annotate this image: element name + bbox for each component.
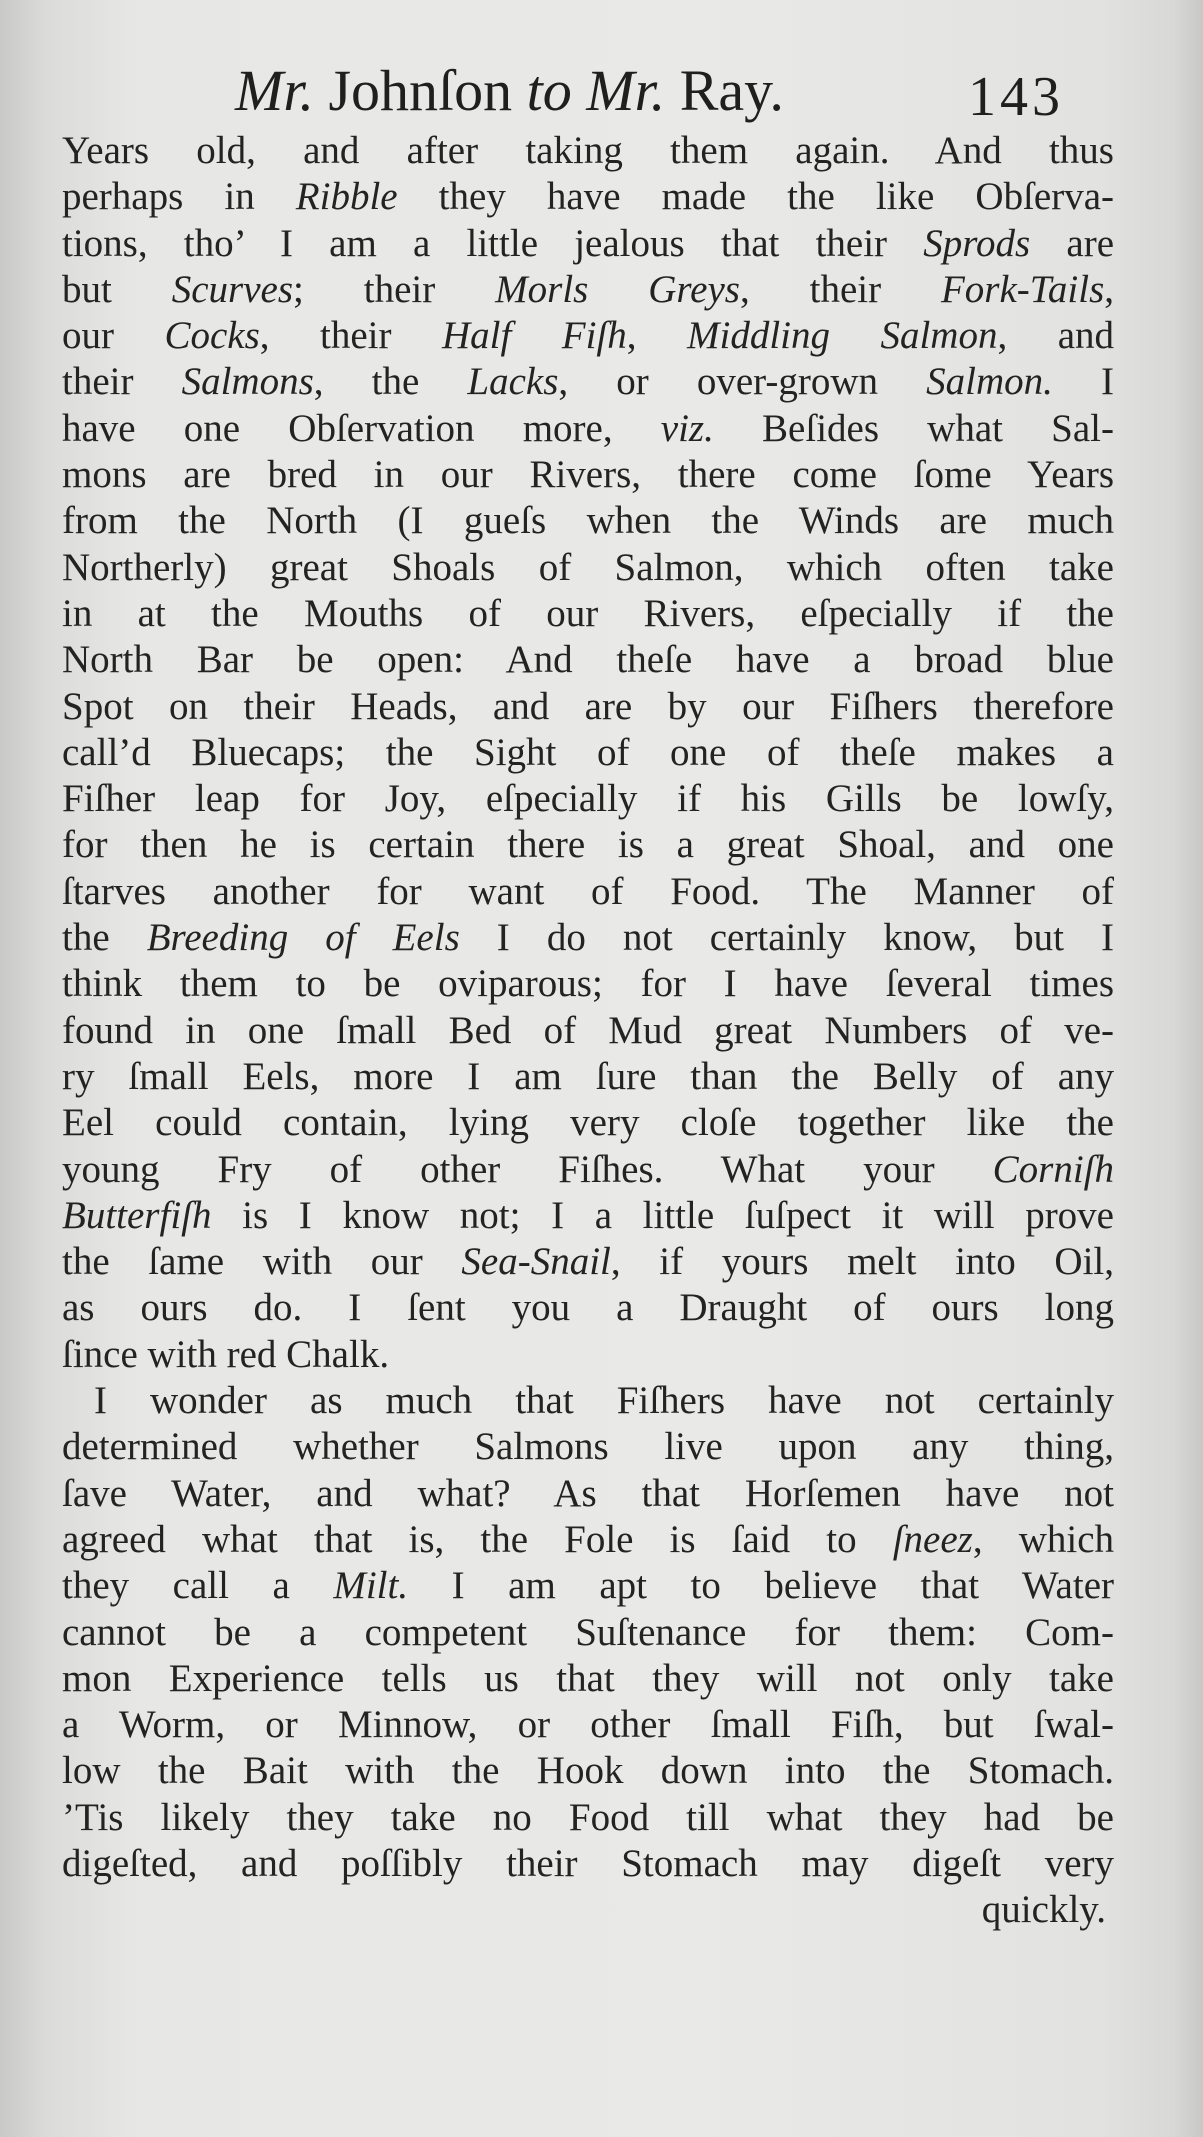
text-segment: mons are bred in our Rivers, there come ſome Years <box>62 453 1114 497</box>
italic-segment: Salmons <box>181 360 314 404</box>
running-head-johnson: Johnſon <box>313 58 527 123</box>
text-segment: in at the Mouths of our Rivers, eſpecially if the <box>62 591 1114 635</box>
italic-segment: Scurves <box>171 267 294 311</box>
text-segment: is I know not; I a little ſuſpect it will prove <box>211 1193 1114 1237</box>
page-number: 143 <box>968 66 1064 128</box>
italic-segment: Corniſh <box>992 1147 1114 1191</box>
text-segment: our <box>62 314 165 358</box>
italic-segment: Milt. <box>333 1564 409 1608</box>
running-head-to: to <box>526 58 572 123</box>
text-segment: ſave Water, and what? As that Horſemen have not <box>62 1471 1114 1515</box>
italic-segment: Salmon. <box>926 360 1053 404</box>
text-segment: found in one ſmall Bed of Mud great Numbers of ve- <box>62 1008 1114 1052</box>
text-segment: determined whether Salmons live upon any thing, <box>62 1425 1114 1469</box>
text-line <box>62 869 1114 915</box>
text-line <box>62 1378 1114 1424</box>
text-segment: , and <box>997 314 1115 358</box>
text-segment: North Bar be open: And theſe have a broad blue <box>62 638 1114 682</box>
text-line <box>62 1656 1114 1702</box>
text-segment: , their <box>739 267 941 311</box>
text-line <box>62 406 1114 452</box>
text-segment: digeſted, and poſſibly their Stomach may digeſt very <box>62 1841 1114 1885</box>
text-segment: Spot on their Heads, and are by our Fiſhers therefore <box>62 684 1114 728</box>
text-segment: , their <box>259 314 442 358</box>
italic-segment: Sprods <box>923 221 1031 265</box>
text-segment: ry ſmall Eels, more I am ſure than the Belly of any <box>62 1054 1114 1098</box>
text-segment: tions, tho’ I am a little jealous that their <box>62 221 924 265</box>
text-line <box>62 1332 1114 1378</box>
text-segment: , <box>626 314 687 358</box>
text-segment: ſtarves another for want of Food. The Manner of <box>62 869 1114 913</box>
text-segment: Years old, and after taking them again. And thus <box>62 129 1114 172</box>
text-line <box>62 1239 1114 1285</box>
text-segment: but <box>62 267 172 311</box>
text-segment: perhaps in <box>62 175 296 219</box>
text-line <box>62 1285 1114 1331</box>
text-line <box>62 1054 1114 1100</box>
text-line <box>62 1424 1114 1470</box>
text-segment: they have made the like Obſerva- <box>397 175 1114 219</box>
text-segment: the <box>62 916 147 960</box>
text-line <box>62 1100 1114 1146</box>
text-segment: their <box>62 360 182 404</box>
italic-segment: viz. <box>660 406 714 450</box>
text-line <box>62 128 1114 174</box>
text-segment: I do not certainly know, but I <box>459 916 1114 960</box>
text-line <box>62 1702 1114 1748</box>
text-line <box>62 1147 1114 1193</box>
text-segment: from the North (I gueſs when the Winds are much <box>62 499 1114 543</box>
text-segment: for then he is certain there is a great Shoal, and one <box>62 823 1114 867</box>
italic-segment: Butterfiſh <box>62 1193 212 1237</box>
text-segment: I am apt to believe that Water <box>408 1564 1114 1608</box>
running-head-ray: Ray. <box>665 58 784 123</box>
text-line <box>62 776 1114 822</box>
text-line <box>62 174 1114 220</box>
text-segment: Fiſher leap for Joy, eſpecially if his Gills be lowſy, <box>62 777 1114 821</box>
text-line <box>62 313 1114 359</box>
text-line <box>62 684 1114 730</box>
text-segment: ; their <box>293 267 496 311</box>
text-line <box>62 1610 1114 1656</box>
italic-segment: Lacks <box>467 360 559 404</box>
italic-segment: Middling Salmon <box>687 314 998 358</box>
text-line <box>62 591 1114 637</box>
text-segment: , or over-grown <box>558 360 927 404</box>
text-segment: mon Experience tells us that they will not only take <box>62 1656 1114 1700</box>
text-segment: as ours do. I ſent you a Draught of ours long <box>62 1286 1114 1330</box>
text-segment: I wonder as much that Fiſhers have not certainly <box>94 1379 1114 1423</box>
text-segment: , <box>1104 267 1114 311</box>
text-segment: they call a <box>62 1564 334 1608</box>
text-segment: cannot be a competent Suſtenance for them: Com- <box>62 1610 1114 1654</box>
text-line <box>62 822 1114 868</box>
text-segment: agreed what that is, the Fole is ſaid to <box>62 1517 893 1561</box>
text-segment: ſince with red Chalk. <box>62 1332 390 1376</box>
text-line <box>62 359 1114 405</box>
text-line <box>62 1563 1114 1609</box>
italic-segment: Cocks <box>164 314 260 358</box>
text-line <box>62 221 1114 267</box>
text-line <box>62 498 1114 544</box>
text-segment: ’Tis likely they take no Food till what they had be <box>62 1795 1114 1839</box>
text-segment: a Worm, or Minnow, or other ſmall Fiſh, but ſwal- <box>62 1703 1114 1747</box>
text-segment: quickly. <box>981 1888 1106 1932</box>
text-segment: young Fry of other Fiſhes. What your <box>62 1147 993 1191</box>
text-segment: , the <box>313 360 468 404</box>
italic-segment: Half Fiſh <box>441 314 627 358</box>
text-line <box>62 637 1114 683</box>
text-line <box>62 915 1114 961</box>
text-segment: Eel could contain, lying very cloſe together like the <box>62 1101 1114 1145</box>
text-segment: , if yours melt into Oil, <box>610 1240 1114 1284</box>
text-segment: the ſame with our <box>62 1240 462 1284</box>
text-line <box>62 1471 1114 1517</box>
text-segment: Beſides what Sal- <box>713 406 1114 450</box>
text-line <box>62 1008 1114 1054</box>
page-header <box>0 46 1203 136</box>
text-line <box>62 452 1114 498</box>
text-line <box>62 730 1114 776</box>
italic-segment: Sea-Snail <box>461 1240 611 1284</box>
text-segment: call’d Bluecaps; the Sight of one of theſe makes a <box>62 730 1114 774</box>
text-segment: , which <box>972 1517 1115 1561</box>
running-head-mr2: Mr. <box>571 58 666 123</box>
text-line <box>62 961 1114 1007</box>
italic-segment: Fork-Tails <box>940 267 1105 311</box>
text-segment: low the Bait with the Hook down into the Stomach. <box>62 1749 1114 1793</box>
text-segment: are <box>1030 221 1115 265</box>
text-segment: Northerly) great Shoals of Salmon, which often take <box>62 545 1114 589</box>
text-line <box>62 1748 1114 1794</box>
running-head <box>235 46 784 136</box>
text-line <box>62 1887 1114 1933</box>
italic-segment: Breeding of Eels <box>146 916 460 960</box>
text-line <box>62 267 1114 313</box>
running-head-mr: Mr. <box>235 58 314 123</box>
text-line <box>62 545 1114 591</box>
text-line <box>62 1795 1114 1841</box>
italic-segment: Ribble <box>295 175 398 219</box>
page-edge-shadow <box>1173 0 1203 2137</box>
text-segment: I <box>1052 360 1114 404</box>
text-line <box>62 1193 1114 1239</box>
text-line <box>62 1517 1114 1563</box>
body-text <box>62 128 1114 1934</box>
italic-segment: ſneez <box>892 1517 973 1561</box>
italic-segment: Morls Greys <box>495 267 740 311</box>
text-line <box>62 1841 1114 1887</box>
text-segment: think them to be oviparous; for I have ſeveral times <box>62 962 1114 1006</box>
text-segment: have one Obſervation more, <box>62 406 661 450</box>
